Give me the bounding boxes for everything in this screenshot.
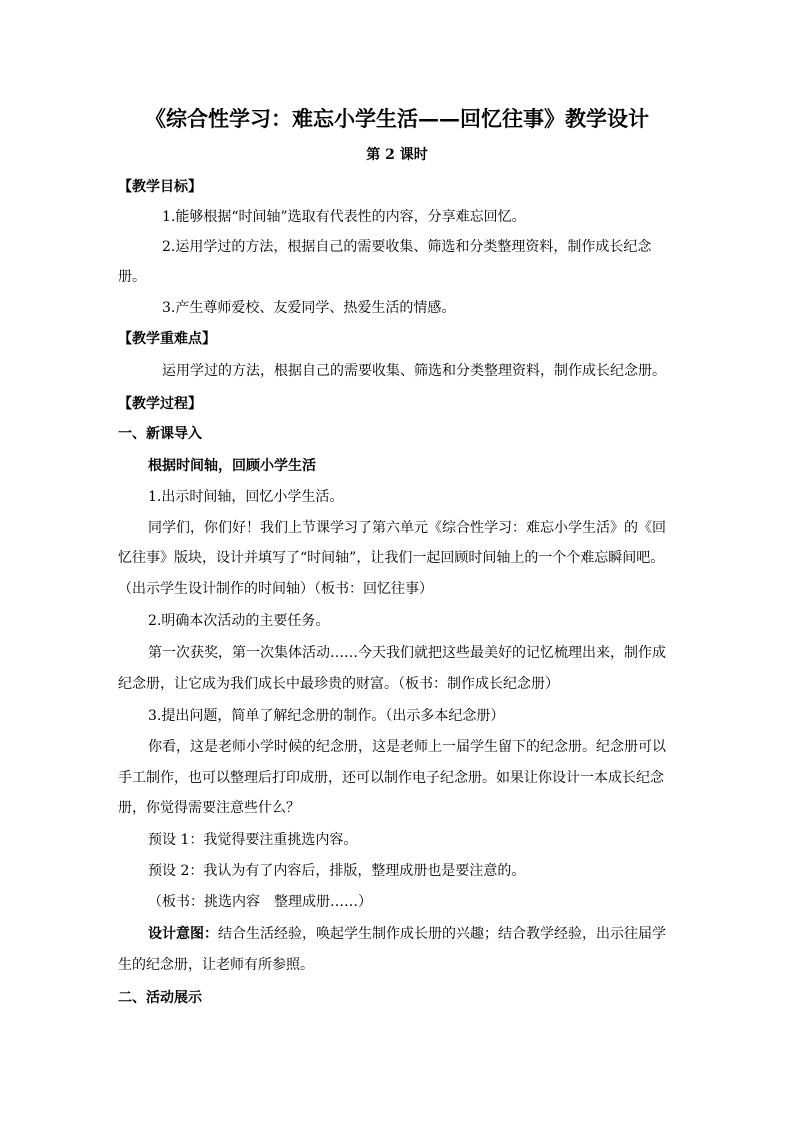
preset-2: 预设 2：我认为有了内容后，排版，整理成册也是要注意的。 — [148, 863, 526, 879]
paragraph-1-line-1: 同学们，你们好！我们上节课学习了第六单元《综合性学习：难忘小学生活》的《回 — [148, 520, 666, 536]
paragraph-2-line-1: 第一次获奖，第一次集体活动……今天我们就把这些最美好的记忆梳理出来，制作成 — [148, 645, 666, 661]
paragraph-3-line-1: 你看，这是老师小学时候的纪念册，这是老师上一届学生留下的纪念册。纪念册可以 — [148, 739, 666, 755]
design-intent-line-1 — [148, 924, 708, 944]
document-title: 《综合性学习：难忘小学生活——回忆往事》教学设计 — [145, 106, 649, 131]
part-1-heading: 一、新课导入 — [118, 426, 202, 442]
step-3: 3.提出问题，简单了解纪念册的制作。（出示多本纪念册） — [148, 708, 505, 724]
part-2-heading: 二、活动展示 — [118, 990, 202, 1006]
paragraph-2-line-2: 纪念册，让它成为我们成长中最珍贵的财富。（板书：制作成长纪念册） — [118, 676, 559, 692]
goal-2-line-1: 2.运用学过的方法，根据自己的需要收集、筛选和分类整理资料，制作成长纪念 — [162, 239, 652, 255]
paragraph-3-line-3: 册，你觉得需要注意些什么？ — [118, 800, 300, 816]
design-intent-line-2: 生的纪念册，让老师有所参照。 — [118, 957, 314, 973]
process-heading: 【教学过程】 — [118, 396, 202, 412]
step-2: 2.明确本次活动的主要任务。 — [148, 613, 330, 629]
preset-1: 预设 1：我觉得要注重挑选内容。 — [148, 832, 358, 848]
goal-3: 3.产生尊师爱校、友爱同学、热爱生活的情感。 — [162, 300, 456, 316]
paragraph-1-line-2: 忆往事》版块，设计并填写了“时间轴”，让我们一起回顾时间轴上的一个个难忘瞬间吧。 — [118, 550, 665, 566]
goal-2-line-2: 册。 — [118, 269, 146, 285]
keypoints-heading: 【教学重难点】 — [118, 331, 216, 347]
keypoints-text: 运用学过的方法，根据自己的需要收集、筛选和分类整理资料，制作成长纪念册。 — [162, 363, 666, 379]
design-intent-text: 结合生活经验，唤起学生制作成长册的兴趣；结合教学经验，出示往届学 — [218, 926, 666, 942]
blackboard-note: （板书：挑选内容 整理成册……） — [148, 894, 372, 910]
design-intent-label: 设计意图： — [148, 926, 218, 942]
goals-heading: 【教学目标】 — [118, 179, 202, 195]
goal-1: 1.能够根据“时间轴”选取有代表性的内容，分享难忘回忆。 — [162, 209, 526, 225]
part-1-subheading: 根据时间轴，回顾小学生活 — [148, 458, 316, 474]
step-1: 1.出示时间轴，回忆小学生活。 — [148, 489, 344, 505]
paragraph-1-line-3: （出示学生设计制作的时间轴）（板书：回忆往事） — [118, 581, 433, 597]
lesson-number: 第 2 课时 — [366, 147, 428, 163]
paragraph-3-line-2: 手工制作，也可以整理后打印成册，还可以制作电子纪念册。如果让你设计一本成长纪念 — [118, 770, 664, 786]
